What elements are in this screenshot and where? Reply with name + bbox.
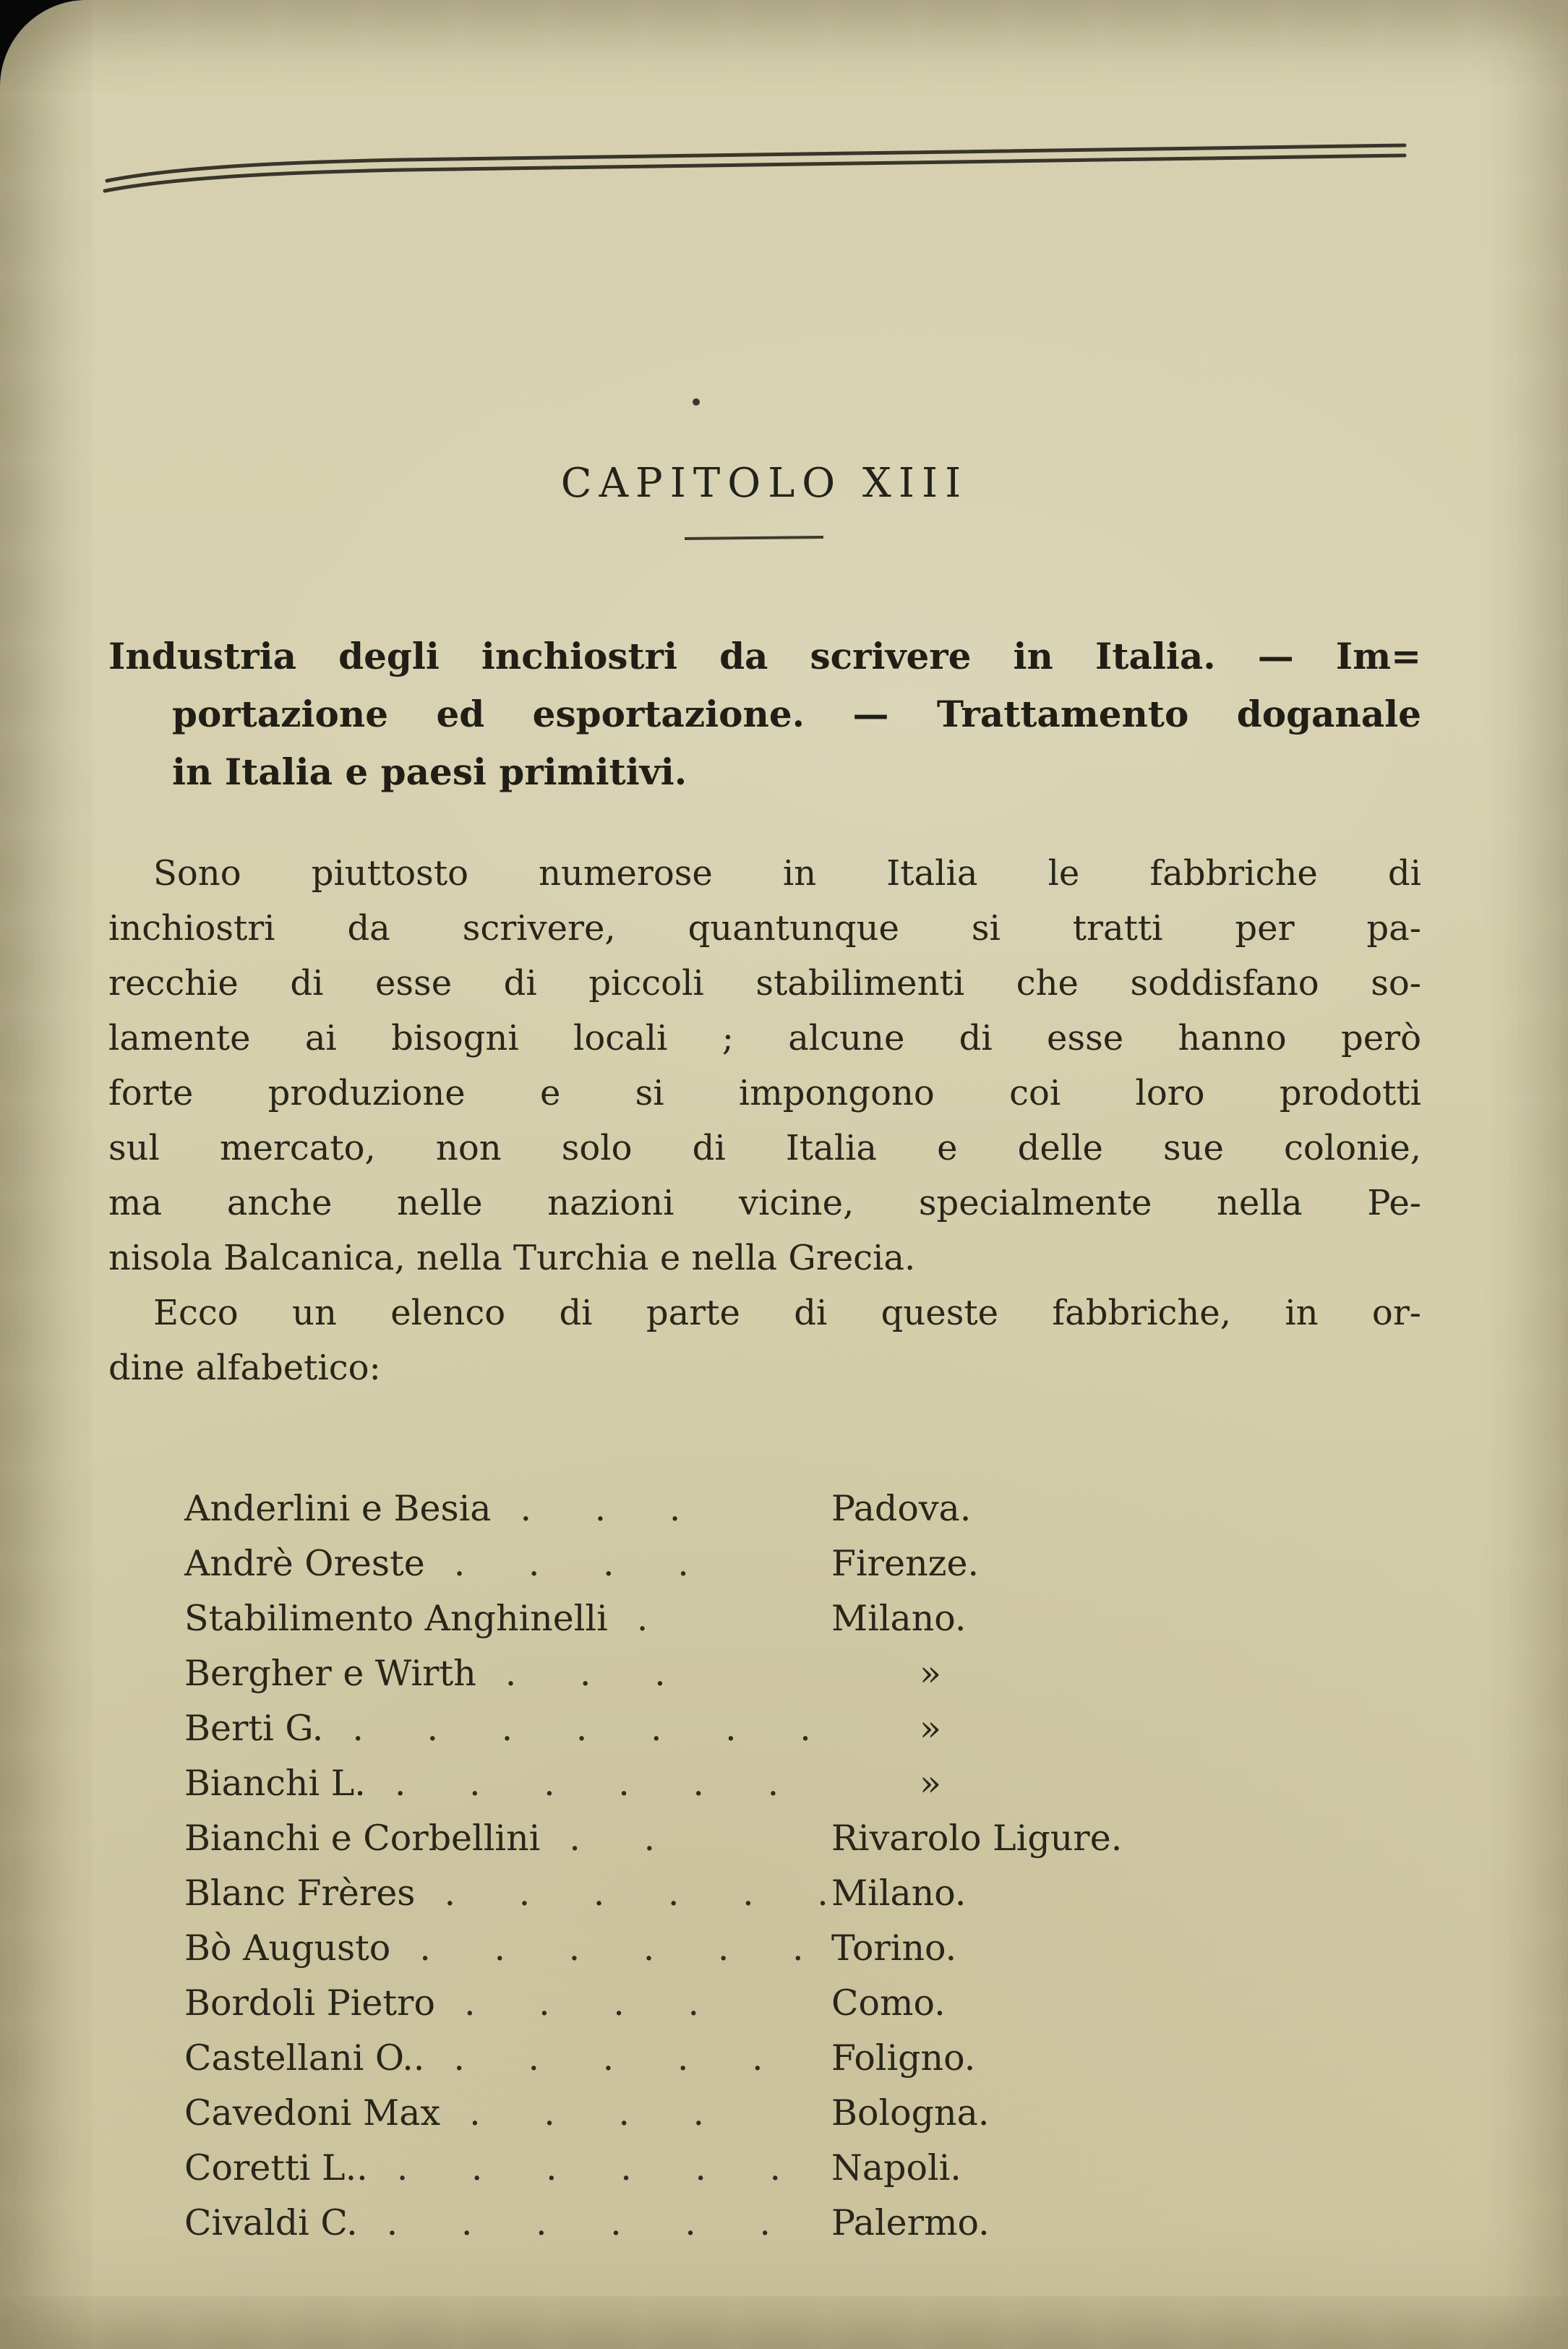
dot-leader: . . . . . — [453, 2037, 764, 2079]
double-rule — [100, 139, 1412, 197]
list-item — [0, 1756, 1568, 1811]
factory-city: Napoli. — [831, 2147, 961, 2188]
text-line: ma anche nelle nazioni vicine, specialmente nella Pe- — [108, 1183, 1421, 1223]
dot-leader: . . . . . . — [444, 1873, 829, 1914]
heading-line: in Italia e paesi primitivi. — [172, 750, 687, 793]
ditto-mark: » — [920, 1763, 941, 1804]
factory-name: Bianchi e Corbellini — [184, 1818, 541, 1859]
factory-city: Milano. — [831, 1598, 967, 1639]
factory-city-list — [0, 1481, 1568, 2251]
factory-city: Milano. — [831, 1873, 967, 1914]
factory-city: Torino. — [831, 1927, 957, 1969]
factory-city: Firenze. — [831, 1543, 980, 1584]
ditto-mark: » — [920, 1708, 941, 1749]
heading-line: portazione ed esportazione. — Trattamento doganale — [172, 693, 1421, 735]
dot-leader: . — [636, 1598, 649, 1639]
dot-leader: . . . — [520, 1488, 682, 1529]
factory-name: Bò Augusto — [184, 1927, 391, 1969]
dot-leader: . . . . . . — [394, 1763, 780, 1804]
text-line: lamente ai bisogni locali ; alcune di esse hanno però — [108, 1018, 1421, 1058]
factory-name: Civaldi C. — [184, 2202, 358, 2243]
list-item — [0, 1536, 1568, 1591]
factory-city: Rivarolo Ligure. — [831, 1818, 1123, 1859]
ditto-mark: » — [920, 1653, 941, 1694]
factory-name: Berti G. — [184, 1708, 324, 1749]
dot-leader: . . . . . . . — [352, 1708, 812, 1749]
factory-name: Blanc Frères — [184, 1873, 416, 1914]
list-item — [0, 1921, 1568, 1976]
factory-name: Coretti L.. — [184, 2147, 368, 2188]
list-item — [0, 2196, 1568, 2251]
dot-leader: . . . . . . — [419, 1927, 805, 1969]
factory-name: Stabilimento Anghinelli — [184, 1598, 608, 1639]
dot-leader: . . . . — [453, 1543, 690, 1584]
list-item — [0, 1811, 1568, 1866]
factory-name: Bianchi L. — [184, 1763, 366, 1804]
body-paragraph-1 — [108, 846, 1421, 1285]
body-paragraph-2 — [108, 1285, 1421, 1395]
list-item — [0, 1866, 1568, 1921]
factory-city: Como. — [831, 1982, 946, 2024]
factory-city: Palermo. — [831, 2202, 990, 2243]
dot-leader: . . . . — [469, 2092, 706, 2134]
text-line: recchie di esse di piccoli stabilimenti che soddisfano so- — [108, 963, 1421, 1004]
dot-leader: . . . . . . — [396, 2147, 782, 2188]
dot-leader: . . . . — [463, 1982, 701, 2024]
text-line: forte produzione e si impongono coi loro prodotti — [108, 1073, 1421, 1113]
chapter-title: CAPITOLO XIII — [560, 460, 969, 507]
list-item — [0, 2031, 1568, 2086]
text-line: sul mercato, non solo di Italia e delle sue colonie, — [108, 1128, 1421, 1168]
list-item — [0, 2141, 1568, 2196]
list-item — [0, 1591, 1568, 1646]
factory-name: Bordoli Pietro — [184, 1982, 435, 2024]
factory-name: Cavedoni Max — [184, 2092, 441, 2134]
chapter-heading — [108, 628, 1421, 801]
factory-name: Bergher e Wirth — [184, 1653, 476, 1694]
factory-city: Foligno. — [831, 2037, 976, 2079]
text-line: Sono piuttosto numerose in Italia le fabbriche di — [153, 853, 1421, 894]
text-line: inchiostri da scrivere, quantunque si tratti per pa- — [108, 908, 1421, 949]
list-item — [0, 1976, 1568, 2031]
factory-name: Andrè Oreste — [184, 1543, 425, 1584]
factory-name: Anderlini e Besia — [184, 1488, 492, 1529]
dot-leader: . . . — [505, 1653, 667, 1694]
list-item — [0, 1701, 1568, 1756]
text-line: Ecco un elenco di parte di queste fabbriche, in or- — [153, 1293, 1421, 1333]
list-item — [0, 1481, 1568, 1536]
dot-leader: . . — [569, 1818, 656, 1859]
factory-city: Bologna. — [831, 2092, 990, 2134]
list-item — [0, 2086, 1568, 2141]
factory-name: Castellani O.. — [184, 2037, 425, 2079]
title-underline-rule — [685, 536, 823, 540]
text-line: nisola Balcanica, nella Turchia e nella Grecia. — [108, 1238, 916, 1278]
factory-city: Padova. — [831, 1488, 972, 1529]
heading-line: Industria degli inchiostri da scrivere in Italia. — Im= — [108, 635, 1421, 677]
dot-leader: . . . . . . — [386, 2202, 772, 2243]
list-item — [0, 1646, 1568, 1701]
ink-dot — [693, 398, 700, 406]
text-line: dine alfabetico: — [108, 1348, 381, 1388]
